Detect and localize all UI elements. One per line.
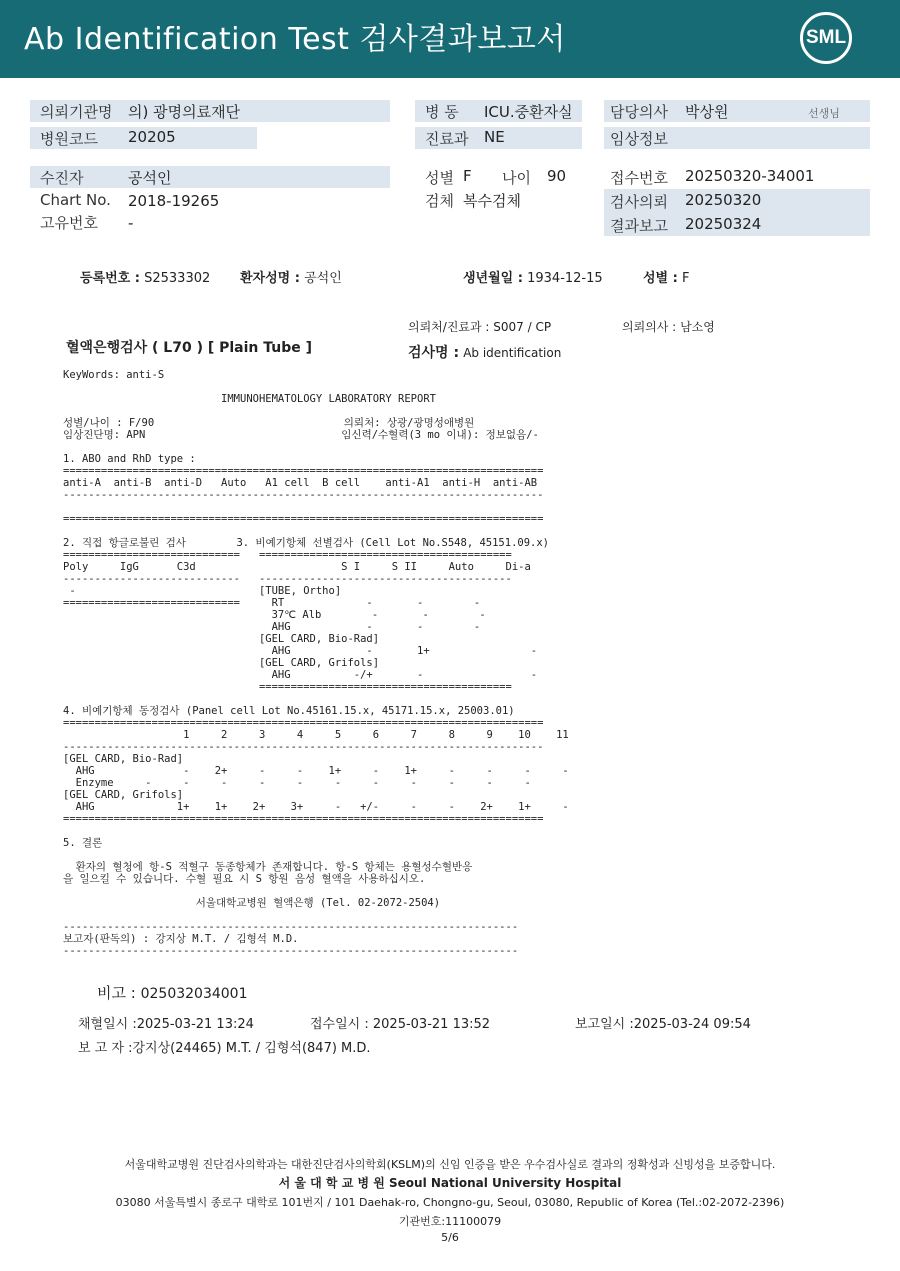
unique-label: 고유번호	[40, 214, 98, 232]
referrer: 의뢰처/진료과 : S007 / CP	[408, 320, 552, 334]
registration-name: 환자성명 : 공석인	[240, 271, 342, 286]
report-time: 보고일시 :2025-03-24 09:54	[575, 1017, 751, 1032]
request-value: 20250320	[685, 191, 762, 209]
hospital-code-label: 병원코드	[40, 130, 98, 148]
registration-sex: 성별 : F	[643, 271, 690, 286]
registration-dob: 생년월일 : 1934-12-15	[463, 271, 603, 286]
chart-label: Chart No.	[40, 191, 111, 209]
receipt-label: 접수번호	[610, 169, 668, 187]
doctor-value: 박상원	[685, 103, 729, 121]
ward-label: 병 동	[425, 103, 459, 121]
patient-value: 공석인	[128, 169, 172, 187]
report-title: Ab Identification Test 검사결과보고서	[24, 22, 566, 57]
unique-value: -	[128, 214, 134, 232]
test-name: 검사명 : Ab identification	[408, 345, 562, 361]
specimen-value: 복수검체	[463, 192, 521, 210]
dept-value: NE	[484, 128, 505, 146]
doctor-suffix: 선생님	[808, 107, 840, 120]
test-code: 혈액은행검사 ( L70 ) [ Plain Tube ]	[66, 340, 313, 356]
dept-label: 진료과	[425, 130, 469, 148]
certification-text: 서울대학교병원 진단검사의학과는 대한진단검사의학회(KSLM)의 신임 인증을 받은 우수검사실로 결과의 정확성과 신빙성을 보증합니다.	[124, 1158, 776, 1171]
sex-label: 성별	[425, 169, 454, 187]
patient-bar	[30, 166, 390, 188]
report-value: 20250324	[685, 215, 762, 233]
receipt-value: 20250320-34001	[685, 167, 815, 185]
page-number: 5/6	[441, 1231, 459, 1244]
registration-number: 등록번호 : S2533302	[80, 271, 211, 286]
reporter: 보 고 자 :강지상(24465) M.T. / 김형석(847) M.D.	[78, 1041, 371, 1056]
institution-value: 의) 광명의료재단	[128, 103, 241, 121]
report-header	[0, 0, 900, 78]
patient-label: 수진자	[40, 169, 84, 187]
referring-doctor: 의뢰의사 : 남소영	[622, 320, 715, 334]
remark: 비고 : 025032034001	[97, 984, 248, 1002]
ward-value: ICU.중환자실	[484, 103, 573, 121]
clinical-label: 임상정보	[610, 130, 668, 148]
receive-time: 접수일시 : 2025-03-21 13:52	[310, 1017, 491, 1032]
institution-label: 의뢰기관명	[40, 103, 113, 121]
doctor-label: 담당의사	[610, 103, 668, 121]
institution-number: 기관번호:11100079	[398, 1215, 502, 1228]
specimen-label: 검체	[425, 192, 454, 210]
age-label: 나이	[502, 169, 531, 187]
sml-logo-icon: SML	[800, 12, 852, 64]
hospital-address: 03080 서울특별시 종로구 대학로 101번지 / 101 Daehak-ro, Chongno-gu, Seoul, 03080, Republic of Korea (Tel.:02-2072-2396)	[115, 1196, 785, 1209]
sex-value: F	[463, 167, 472, 185]
report-label: 결과보고	[610, 217, 668, 235]
lab-report-text: KeyWords: anti-S IMMUNOHEMATOLOGY LABORATORY REPORT 성별/나이 : F/90 의뢰처: 상광/광명성애병원 임상진단명: APN 임신력/수혈력(3 mo 이내): 정보없음/- 1. ABO and RhD type : ============================================================================ anti-A anti-B anti-D Auto A1 cell B cell anti-A1 anti-H anti-AB ---------------------------------------------------------------------------- ============================================================================ 2. 직접 항글로불린 검사 3. 비예기항체 선별검사 (Cell Lot No.S548, 45151.09.x) ============================ ======================================== Poly IgG C3d S I S II Auto Di-a ---------------------------- ---------------------------------------- - [TUBE, Ortho] ============================ RT - - - 37℃ Alb - - - AHG - - - [GEL CARD, Bio-Rad] AHG - 1+ - [GEL CARD, Grifols] AHG -/+ - - ======================================== 4. 비예기항체 동정검사 (Panel cell Lot No.45161.15.x, 45171.15.x, 25003.01) ============================================================================ 1 2 3 4 5 6 7 8 9 10 11 ---------------------------------------------------------------------------- [GEL CARD, Bio-Rad] AHG - 2+ - - 1+ - 1+ - - - - Enzyme - - - - - - - - - - - [GEL CARD, Grifols] AHG 1+ 1+ 2+ 3+ - +/- - - 2+ 1+ - ============================================================================ 5. 결론 환자의 혈청에 항-S 적혈구 동종항체가 존재합니다. 항-S 항체는 용혈성수혈반응 을 일으킬 수 있습니다. 수혈 필요 시 S 항원 음성 혈액을 사용하십시오. 서울대학교병원 혈액은행 (Tel. 02-2072-2504) ------------------------------------------------------------------------ 보고자(판독의) : 강지상 M.T. / 김형석 M.D. ------------------------------------------------------------------------	[63, 369, 569, 957]
hospital-name: 서 울 대 학 교 병 원 Seoul National University Hospital	[278, 1176, 622, 1190]
request-label: 검사의뢰	[610, 193, 668, 211]
age-value: 90	[547, 167, 567, 185]
hospital-code-value: 20205	[128, 128, 176, 146]
chart-value: 2018-19265	[128, 192, 220, 210]
collect-time: 채혈일시 :2025-03-21 13:24	[78, 1017, 254, 1032]
